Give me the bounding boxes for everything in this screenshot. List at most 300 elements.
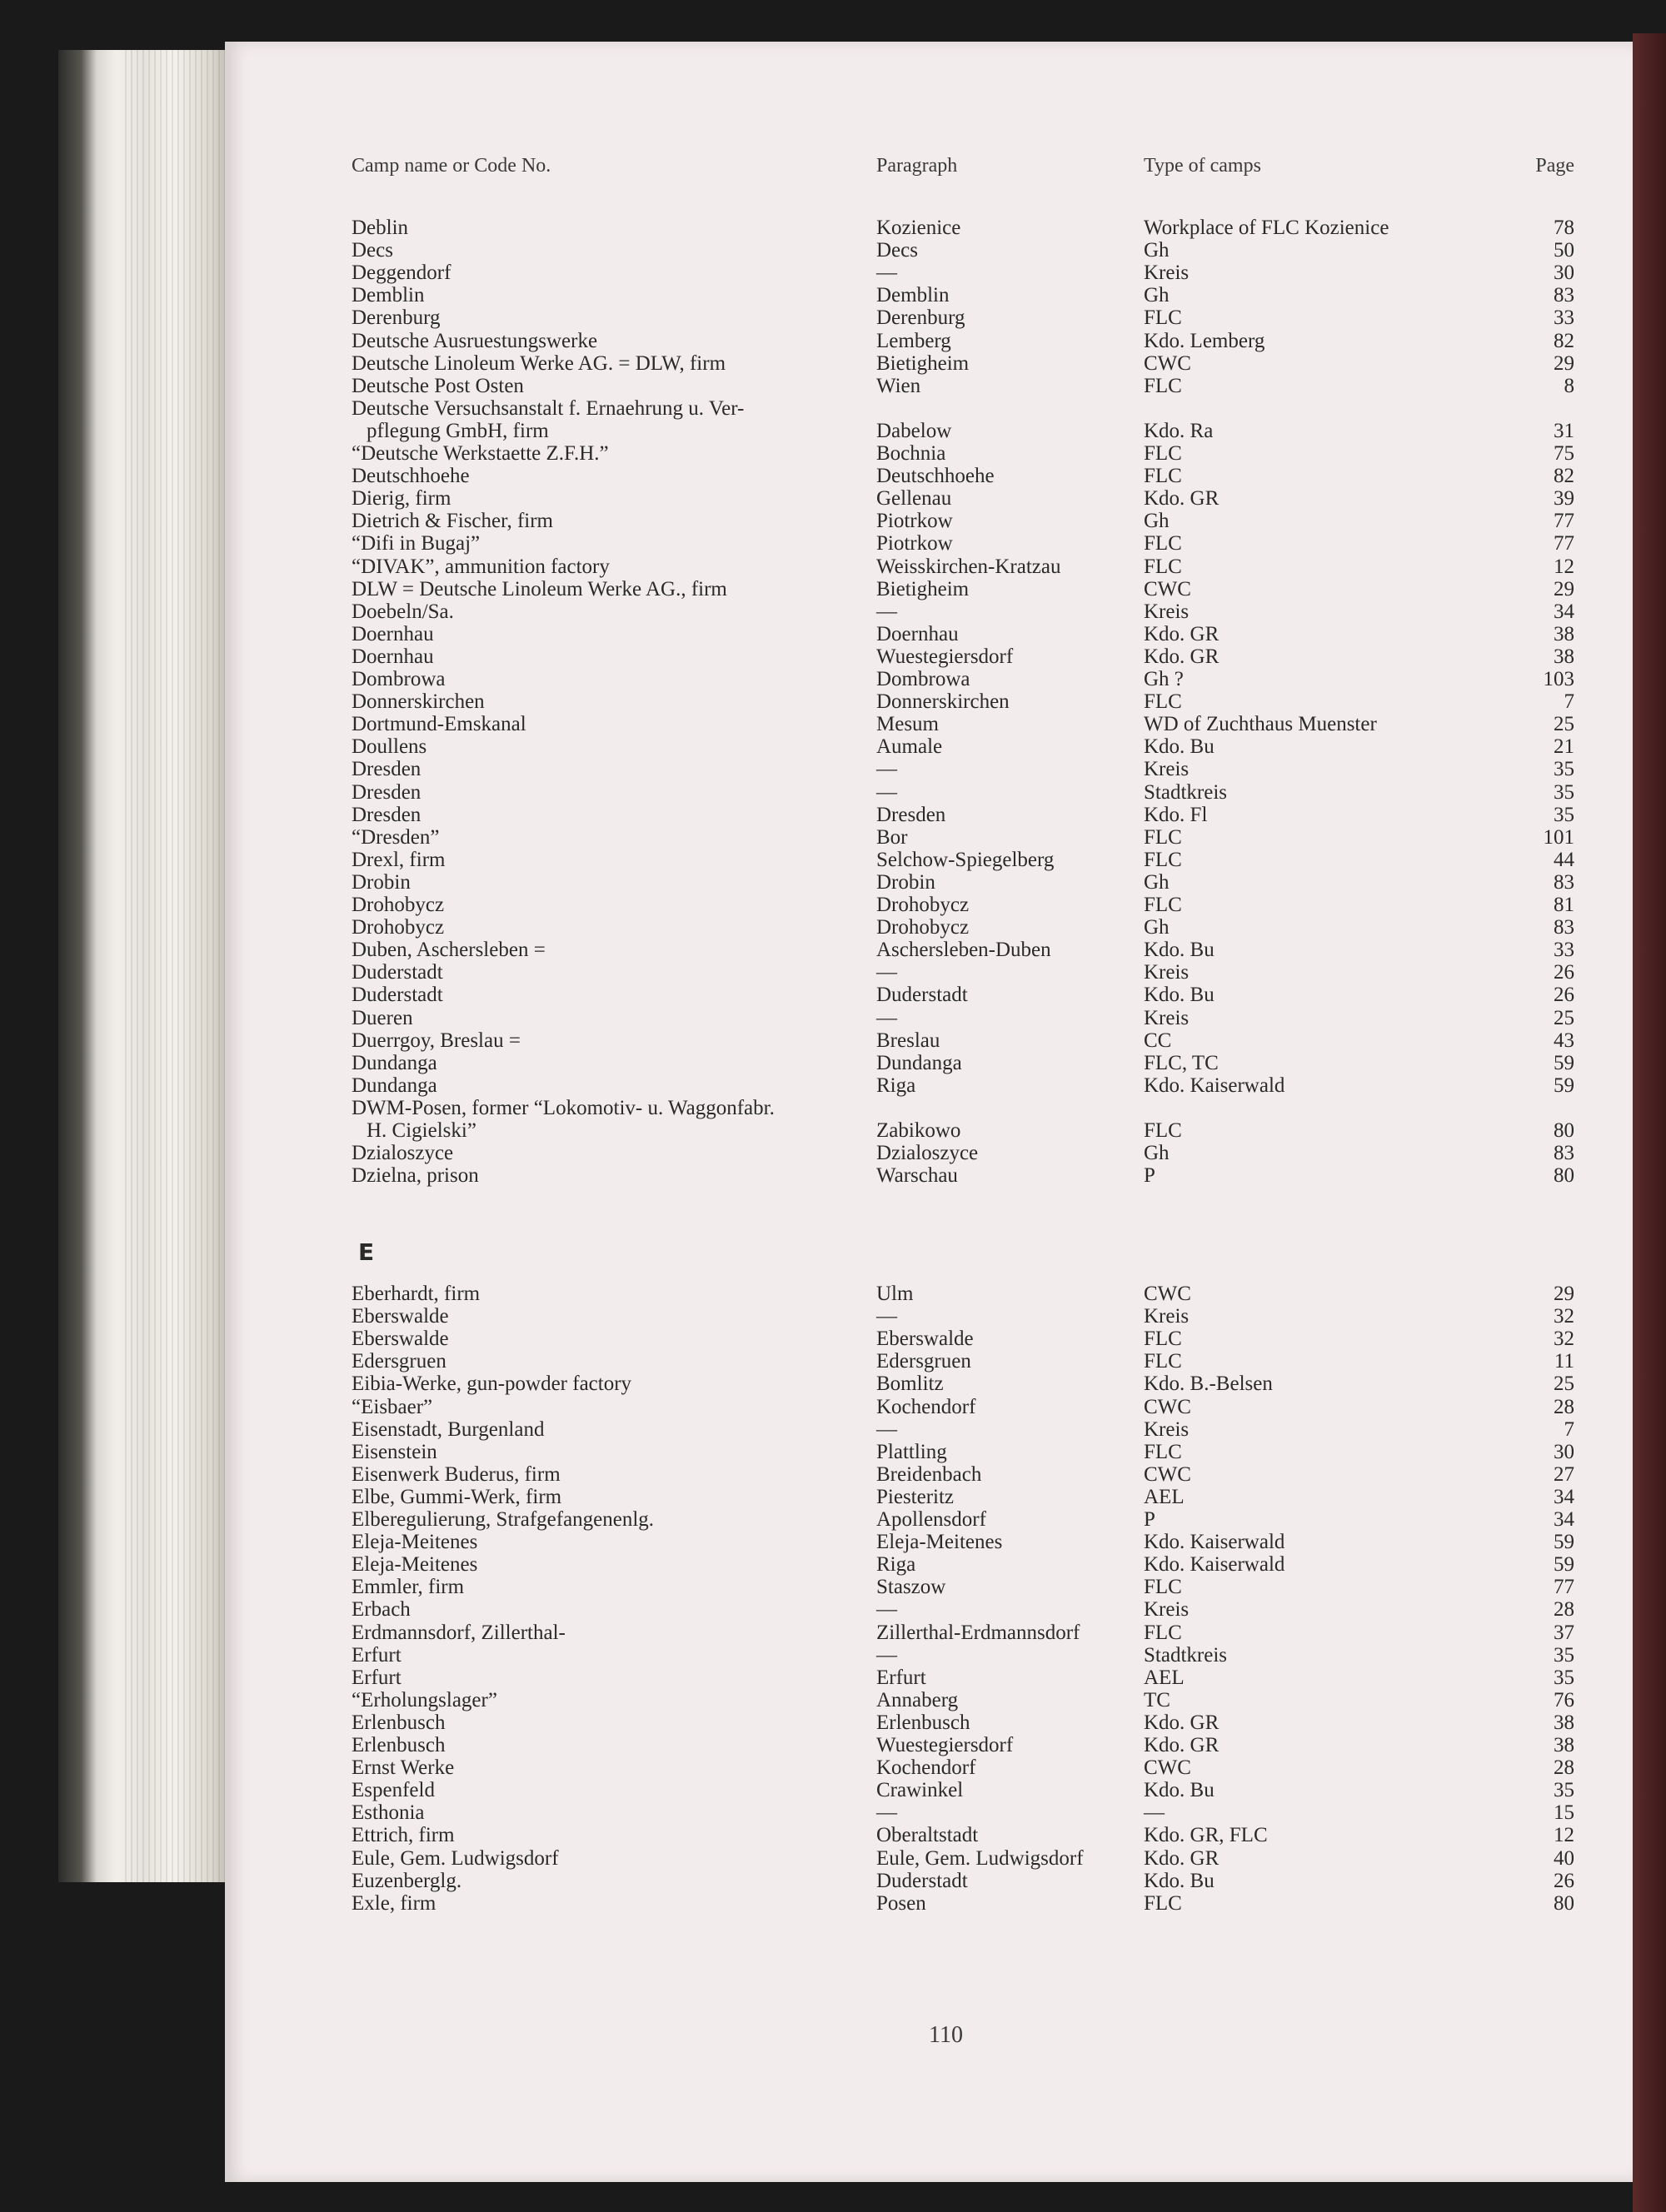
paragraph: — [876, 780, 897, 804]
table-row [225, 781, 1633, 805]
page-ref: 7 [1564, 1417, 1574, 1441]
camp-name: “Erholungslager” [352, 1688, 497, 1711]
table-row [225, 1824, 1633, 1847]
table-row [225, 939, 1633, 962]
page-ref: 25 [1554, 713, 1574, 736]
table-row [225, 1847, 1633, 1871]
camp-name: Eule, Gem. Ludwigsdorf [352, 1846, 559, 1870]
camp-name: Dzialoszyce [352, 1142, 454, 1165]
camp-type: Kreis [1144, 1305, 1190, 1328]
paragraph: Doernhau [876, 622, 959, 645]
paragraph: Bor [876, 825, 908, 849]
camp-type: Gh [1144, 510, 1170, 533]
table-row [225, 1553, 1633, 1577]
page-ref: 83 [1554, 284, 1574, 307]
table-row [225, 1531, 1633, 1554]
paragraph: Dabelow [876, 419, 952, 442]
camp-type: FLC [1144, 1350, 1182, 1373]
camp-type: Kdo. B.-Belsen [1144, 1373, 1273, 1396]
camp-type: FLC [1144, 1891, 1182, 1915]
table-row [225, 1007, 1633, 1030]
camp-name: Dundanga [352, 1051, 437, 1074]
table-row [225, 1164, 1633, 1188]
page-ref: 25 [1554, 1006, 1574, 1029]
camp-type: FLC [1144, 1119, 1182, 1142]
page-ref: 31 [1554, 419, 1574, 442]
paragraph: Kochendorf [876, 1756, 976, 1780]
table-row [225, 984, 1633, 1007]
camp-type: FLC [1144, 690, 1182, 714]
paragraph: Breslau [876, 1029, 940, 1052]
section-e-heading: E [358, 1238, 375, 1266]
camp-name: Deutsche Linoleum Werke AG. = DLW, firm [352, 351, 726, 375]
page-ref: 28 [1554, 1598, 1574, 1622]
camp-type: Kreis [1144, 1417, 1190, 1441]
page-ref: 33 [1554, 306, 1574, 330]
camp-type: Gh [1144, 239, 1170, 262]
table-row [225, 804, 1633, 827]
paragraph: Erlenbusch [876, 1711, 970, 1734]
camp-type: CWC [1144, 1395, 1191, 1418]
page-ref: 81 [1554, 894, 1574, 916]
paragraph: Erfurt [876, 1666, 926, 1689]
table-row [225, 600, 1633, 624]
paragraph: Bomlitz [876, 1373, 944, 1396]
camp-name: “Eisbaer” [352, 1395, 433, 1418]
table-row [225, 397, 1633, 421]
paragraph: Edersgruen [876, 1350, 971, 1373]
paragraph: Dombrowa [876, 668, 970, 690]
table-row [225, 1418, 1633, 1442]
table-row [225, 465, 1633, 488]
table-row [225, 1756, 1633, 1780]
page-ref: 7 [1564, 690, 1574, 714]
camp-name: “Difi in Bugaj” [352, 532, 481, 555]
table-row [225, 849, 1633, 872]
camp-type: Kdo. GR [1144, 1711, 1220, 1734]
camp-name: Esthonia [352, 1801, 425, 1825]
paragraph: Dundanga [876, 1051, 962, 1074]
page-ref: 59 [1554, 1553, 1574, 1577]
table-row [225, 1305, 1633, 1328]
paragraph: Duderstadt [876, 984, 968, 1007]
page-ref: 83 [1554, 870, 1574, 894]
page-ref: 77 [1554, 1576, 1574, 1599]
table-row [225, 510, 1633, 533]
paragraph: Ulm [876, 1283, 914, 1305]
camp-name: Eisenstein [352, 1440, 437, 1463]
camp-type: Kdo. GR [1144, 622, 1220, 645]
camp-type: Kdo. Ra [1144, 419, 1214, 442]
header-page: Page [1535, 155, 1574, 177]
paragraph: Zabikowo [876, 1119, 961, 1142]
paragraph: — [876, 758, 897, 781]
page-ref: 30 [1554, 262, 1574, 285]
camp-name: “Deutsche Werkstaette Z.F.H.” [352, 442, 609, 465]
table-row [225, 1801, 1633, 1825]
camp-type: FLC, TC [1144, 1051, 1219, 1074]
paragraph: — [876, 600, 897, 623]
page-ref: 29 [1554, 577, 1574, 600]
camp-name: Eibia-Werke, gun-powder factory [352, 1373, 632, 1396]
camp-name: Dresden [352, 780, 421, 804]
table-row [225, 1097, 1633, 1120]
camp-name: Drohobycz [352, 916, 445, 939]
camp-name: Erlenbusch [352, 1711, 446, 1734]
camp-name: Duerrgoy, Breslau = [352, 1029, 521, 1052]
camp-type: P [1144, 1508, 1155, 1531]
camp-name: Elberegulierung, Strafgefangenenlg. [352, 1508, 655, 1531]
paragraph: Bietigheim [876, 351, 970, 375]
camp-name: Doernhau [352, 645, 434, 668]
paragraph: Aumale [876, 735, 943, 759]
camp-name: Dresden [352, 758, 421, 781]
paragraph: — [876, 262, 897, 285]
camp-name: Drexl, firm [352, 848, 446, 871]
table-row [225, 668, 1633, 691]
page-ref: 8 [1564, 374, 1574, 397]
table-row [225, 623, 1633, 646]
camp-name: Demblin [352, 284, 425, 307]
camp-name: Euzenberglg. [352, 1869, 462, 1892]
camp-type: FLC [1144, 894, 1182, 916]
paragraph: Drohobycz [876, 894, 970, 916]
camp-type: FLC [1144, 1621, 1182, 1644]
camp-type: AEL [1144, 1666, 1185, 1689]
page-number: 110 [929, 2022, 963, 2048]
page-ref: 29 [1554, 351, 1574, 375]
page-ref: 27 [1554, 1462, 1574, 1486]
camp-type: Kdo. Bu [1144, 939, 1215, 962]
book-page-edges-texture [125, 50, 225, 1882]
camp-type: Kreis [1144, 758, 1190, 781]
camp-name: Doernhau [352, 622, 434, 645]
page-ref: 80 [1554, 1119, 1574, 1142]
paragraph: Donnerskirchen [876, 690, 1010, 714]
camp-type: Kdo. Bu [1144, 984, 1215, 1007]
camp-type: FLC [1144, 374, 1182, 397]
table-row [225, 1711, 1633, 1735]
page-ref: 26 [1554, 961, 1574, 984]
paragraph: Piotrkow [876, 510, 953, 533]
table-row [225, 1396, 1633, 1419]
page-ref: 35 [1554, 1643, 1574, 1666]
camp-name: Dzielna, prison [352, 1164, 479, 1188]
paragraph: Drobin [876, 870, 935, 894]
book-cover-edge [1633, 33, 1666, 2212]
table-row [225, 352, 1633, 376]
camp-type: CWC [1144, 577, 1191, 600]
paragraph: Piotrkow [876, 532, 953, 555]
paragraph: Wuestegiersdorf [876, 1734, 1014, 1756]
paragraph: Piesteritz [876, 1485, 955, 1508]
table-row [225, 1441, 1633, 1464]
table-row [225, 306, 1633, 330]
camp-name: Erdmannsdorf, Zillerthal- [352, 1621, 566, 1644]
table-row [225, 1283, 1633, 1306]
page-ref: 76 [1554, 1688, 1574, 1711]
table-row [225, 1666, 1633, 1690]
table-row [225, 1870, 1633, 1893]
table-row [225, 1350, 1633, 1373]
paragraph: Eule, Gem. Ludwigsdorf [876, 1846, 1084, 1870]
camp-name: Doebeln/Sa. [352, 600, 454, 623]
page-ref: 83 [1554, 1142, 1574, 1165]
paragraph: — [876, 1643, 897, 1666]
camp-name: Eberhardt, firm [352, 1283, 481, 1305]
table-row [225, 1892, 1633, 1916]
camp-name: Dundanga [352, 1074, 437, 1097]
camp-type: Kdo. Lemberg [1144, 329, 1265, 352]
page-ref: 44 [1554, 848, 1574, 871]
table-row [225, 1029, 1633, 1053]
paragraph: Staszow [876, 1576, 946, 1599]
page-ref: 103 [1543, 668, 1574, 690]
camp-type: FLC [1144, 465, 1182, 488]
paragraph: Kochendorf [876, 1395, 976, 1418]
camp-name: Erlenbusch [352, 1734, 446, 1756]
table-row [225, 894, 1633, 917]
page-ref: 77 [1554, 510, 1574, 533]
paragraph: Gellenau [876, 487, 952, 511]
camp-name: Elbe, Gummi-Werk, firm [352, 1485, 562, 1508]
paragraph: Duderstadt [876, 1869, 968, 1892]
camp-name: Deutsche Ausruestungswerke [352, 329, 598, 352]
camp-name: Deutsche Versuchsanstalt f. Ernaehrung u. Ver- [352, 396, 745, 420]
paragraph: Plattling [876, 1440, 947, 1463]
page-ref: 12 [1554, 1824, 1574, 1847]
paragraph: Dresden [876, 803, 946, 826]
camp-name: Ernst Werke [352, 1756, 455, 1780]
table-row [225, 420, 1633, 443]
camp-type: Kdo. GR [1144, 1734, 1220, 1756]
camp-name: Erbach [352, 1598, 411, 1622]
page-ref: 35 [1554, 803, 1574, 826]
table-row [225, 1486, 1633, 1509]
page-ref: 35 [1554, 780, 1574, 804]
camp-name: Espenfeld [352, 1779, 435, 1802]
table-row [225, 284, 1633, 307]
camp-name: Doullens [352, 735, 427, 759]
paragraph: Mesum [876, 713, 939, 736]
camp-type: Kdo. Fl [1144, 803, 1208, 826]
camp-type: CWC [1144, 351, 1191, 375]
camp-type: Kreis [1144, 961, 1190, 984]
camp-name: Dortmund-Emskanal [352, 713, 526, 736]
paragraph: Zillerthal-Erdmannsdorf [876, 1621, 1080, 1644]
table-row [225, 1598, 1633, 1622]
paragraph: Wien [876, 374, 921, 397]
table-row [225, 1779, 1633, 1802]
camp-type: Kdo. GR [1144, 487, 1220, 511]
page-ref: 59 [1554, 1051, 1574, 1074]
table-row [225, 487, 1633, 511]
table-row [225, 1074, 1633, 1098]
camp-type: Kdo. Bu [1144, 1779, 1215, 1802]
camp-name: “DIVAK”, ammunition factory [352, 555, 610, 578]
page-ref: 12 [1554, 555, 1574, 578]
table-row [225, 217, 1633, 240]
page-ref: 80 [1554, 1164, 1574, 1188]
paragraph: — [876, 1598, 897, 1622]
camp-type: — [1144, 1801, 1165, 1825]
page-ref: 38 [1554, 1711, 1574, 1734]
camp-name: Erfurt [352, 1666, 402, 1689]
paragraph: — [876, 1305, 897, 1328]
camp-type: AEL [1144, 1485, 1185, 1508]
table-row [225, 532, 1633, 555]
table-row [225, 442, 1633, 466]
page-ref: 75 [1554, 442, 1574, 465]
page-ref: 28 [1554, 1756, 1574, 1780]
page-ref: 25 [1554, 1373, 1574, 1396]
paragraph: Annaberg [876, 1688, 959, 1711]
camp-type: Kdo. Bu [1144, 1869, 1215, 1892]
paragraph: Derenburg [876, 306, 965, 330]
table-row [225, 961, 1633, 984]
page-ref: 26 [1554, 984, 1574, 1007]
camp-type: Kreis [1144, 262, 1190, 285]
page-ref: 38 [1554, 1734, 1574, 1756]
camp-type: Kreis [1144, 600, 1190, 623]
camp-type: Kreis [1144, 1006, 1190, 1029]
camp-name: Eleja-Meitenes [352, 1531, 478, 1554]
camp-type: Gh [1144, 284, 1170, 307]
camp-name: Deutschhoehe [352, 465, 470, 488]
page-ref: 59 [1554, 1531, 1574, 1554]
paragraph: Aschersleben-Duben [876, 939, 1051, 962]
camp-type: Gh [1144, 870, 1170, 894]
camp-name: Deutsche Post Osten [352, 374, 524, 397]
camp-name: Dueren [352, 1006, 413, 1029]
table-row [225, 1689, 1633, 1712]
page-ref: 11 [1554, 1350, 1574, 1373]
paragraph: Posen [876, 1891, 926, 1915]
camp-type: CC [1144, 1029, 1172, 1052]
camp-name: DLW = Deutsche Linoleum Werke AG., firm [352, 577, 727, 600]
paragraph: Deutschhoehe [876, 465, 995, 488]
page-ref: 77 [1554, 532, 1574, 555]
camp-name: Duben, Aschersleben = [352, 939, 546, 962]
page-ref: 38 [1554, 645, 1574, 668]
camp-name: Dresden [352, 803, 421, 826]
page-ref: 30 [1554, 1440, 1574, 1463]
header-type-of-camps: Type of camps [1144, 155, 1261, 177]
camp-type: TC [1144, 1688, 1170, 1711]
camp-type: CWC [1144, 1462, 1191, 1486]
paragraph: Lemberg [876, 329, 951, 352]
table-row [225, 735, 1633, 759]
camp-type: FLC [1144, 306, 1182, 330]
camp-name: Decs [352, 239, 393, 262]
paragraph: Eleja-Meitenes [876, 1531, 1003, 1554]
paragraph: Riga [876, 1553, 916, 1577]
page-ref: 38 [1554, 622, 1574, 645]
camp-type: Kdo. GR [1144, 645, 1220, 668]
paragraph: Decs [876, 239, 918, 262]
paragraph: Bietigheim [876, 577, 970, 600]
page-ref: 21 [1554, 735, 1574, 759]
paragraph: — [876, 1006, 897, 1029]
table-row [225, 330, 1633, 353]
paragraph: Apollensdorf [876, 1508, 986, 1531]
table-row [225, 1644, 1633, 1667]
page-ref: 32 [1554, 1305, 1574, 1328]
page-ref: 34 [1554, 1485, 1574, 1508]
page-ref: 83 [1554, 916, 1574, 939]
page-ref: 34 [1554, 1508, 1574, 1531]
paragraph: Drohobycz [876, 916, 970, 939]
page-ref: 82 [1554, 329, 1574, 352]
table-row [225, 1463, 1633, 1487]
camp-name: Eleja-Meitenes [352, 1553, 478, 1577]
page-ref: 59 [1554, 1074, 1574, 1097]
camp-name: Donnerskirchen [352, 690, 485, 714]
camp-type: Kdo. Bu [1144, 735, 1215, 759]
paragraph: Riga [876, 1074, 916, 1097]
camp-type: Kdo. Kaiserwald [1144, 1531, 1285, 1554]
camp-name: DWM-Posen, former “Lokomotiv- u. Waggonfabr. [352, 1096, 775, 1119]
camp-name: Edersgruen [352, 1350, 446, 1373]
camp-type: CWC [1144, 1283, 1191, 1305]
camp-name: Drohobycz [352, 894, 445, 916]
camp-name: Duderstadt [352, 961, 443, 984]
camp-name: Duderstadt [352, 984, 443, 1007]
paragraph: Dzialoszyce [876, 1142, 979, 1165]
paragraph: Eberswalde [876, 1328, 974, 1351]
camp-type: Kdo. Kaiserwald [1144, 1074, 1285, 1097]
page-ref: 34 [1554, 600, 1574, 623]
camp-type: Kreis [1144, 1598, 1190, 1622]
camp-name: Eisenstadt, Burgenland [352, 1417, 545, 1441]
camp-type: Stadtkreis [1144, 780, 1227, 804]
camp-type: Gh ? [1144, 668, 1184, 690]
camp-type: FLC [1144, 1576, 1182, 1599]
table-row [225, 239, 1633, 262]
column-header [225, 154, 1633, 179]
page-ref: 28 [1554, 1395, 1574, 1418]
page-ref: 37 [1554, 1621, 1574, 1644]
paragraph: Oberaltstadt [876, 1824, 979, 1847]
camp-name: Eisenwerk Buderus, firm [352, 1462, 561, 1486]
camp-type: WD of Zuchthaus Muenster [1144, 713, 1377, 736]
camp-type: FLC [1144, 532, 1182, 555]
table-row [225, 916, 1633, 939]
camp-name: pflegung GmbH, firm [367, 419, 549, 442]
paragraph: Bochnia [876, 442, 946, 465]
camp-type: Stadtkreis [1144, 1643, 1227, 1666]
camp-name: Dombrowa [352, 668, 446, 690]
camp-name: “Dresden” [352, 825, 440, 849]
page-ref: 50 [1554, 239, 1574, 262]
paragraph: Weisskirchen-Kratzau [876, 555, 1061, 578]
page-ref: 15 [1554, 1801, 1574, 1825]
page-ref: 26 [1554, 1869, 1574, 1892]
camp-name: Deblin [352, 217, 409, 239]
camp-type: Gh [1144, 1142, 1170, 1165]
table-row [225, 713, 1633, 736]
table-row [225, 1328, 1633, 1351]
camp-name: Erfurt [352, 1643, 402, 1666]
page-ref: 39 [1554, 487, 1574, 511]
camp-name: Drobin [352, 870, 411, 894]
camp-type: FLC [1144, 555, 1182, 578]
header-camp-name: Camp name or Code No. [352, 155, 551, 177]
table-row [225, 1142, 1633, 1165]
table-row [225, 375, 1633, 398]
header-paragraph: Paragraph [876, 155, 958, 177]
page-ref: 35 [1554, 758, 1574, 781]
